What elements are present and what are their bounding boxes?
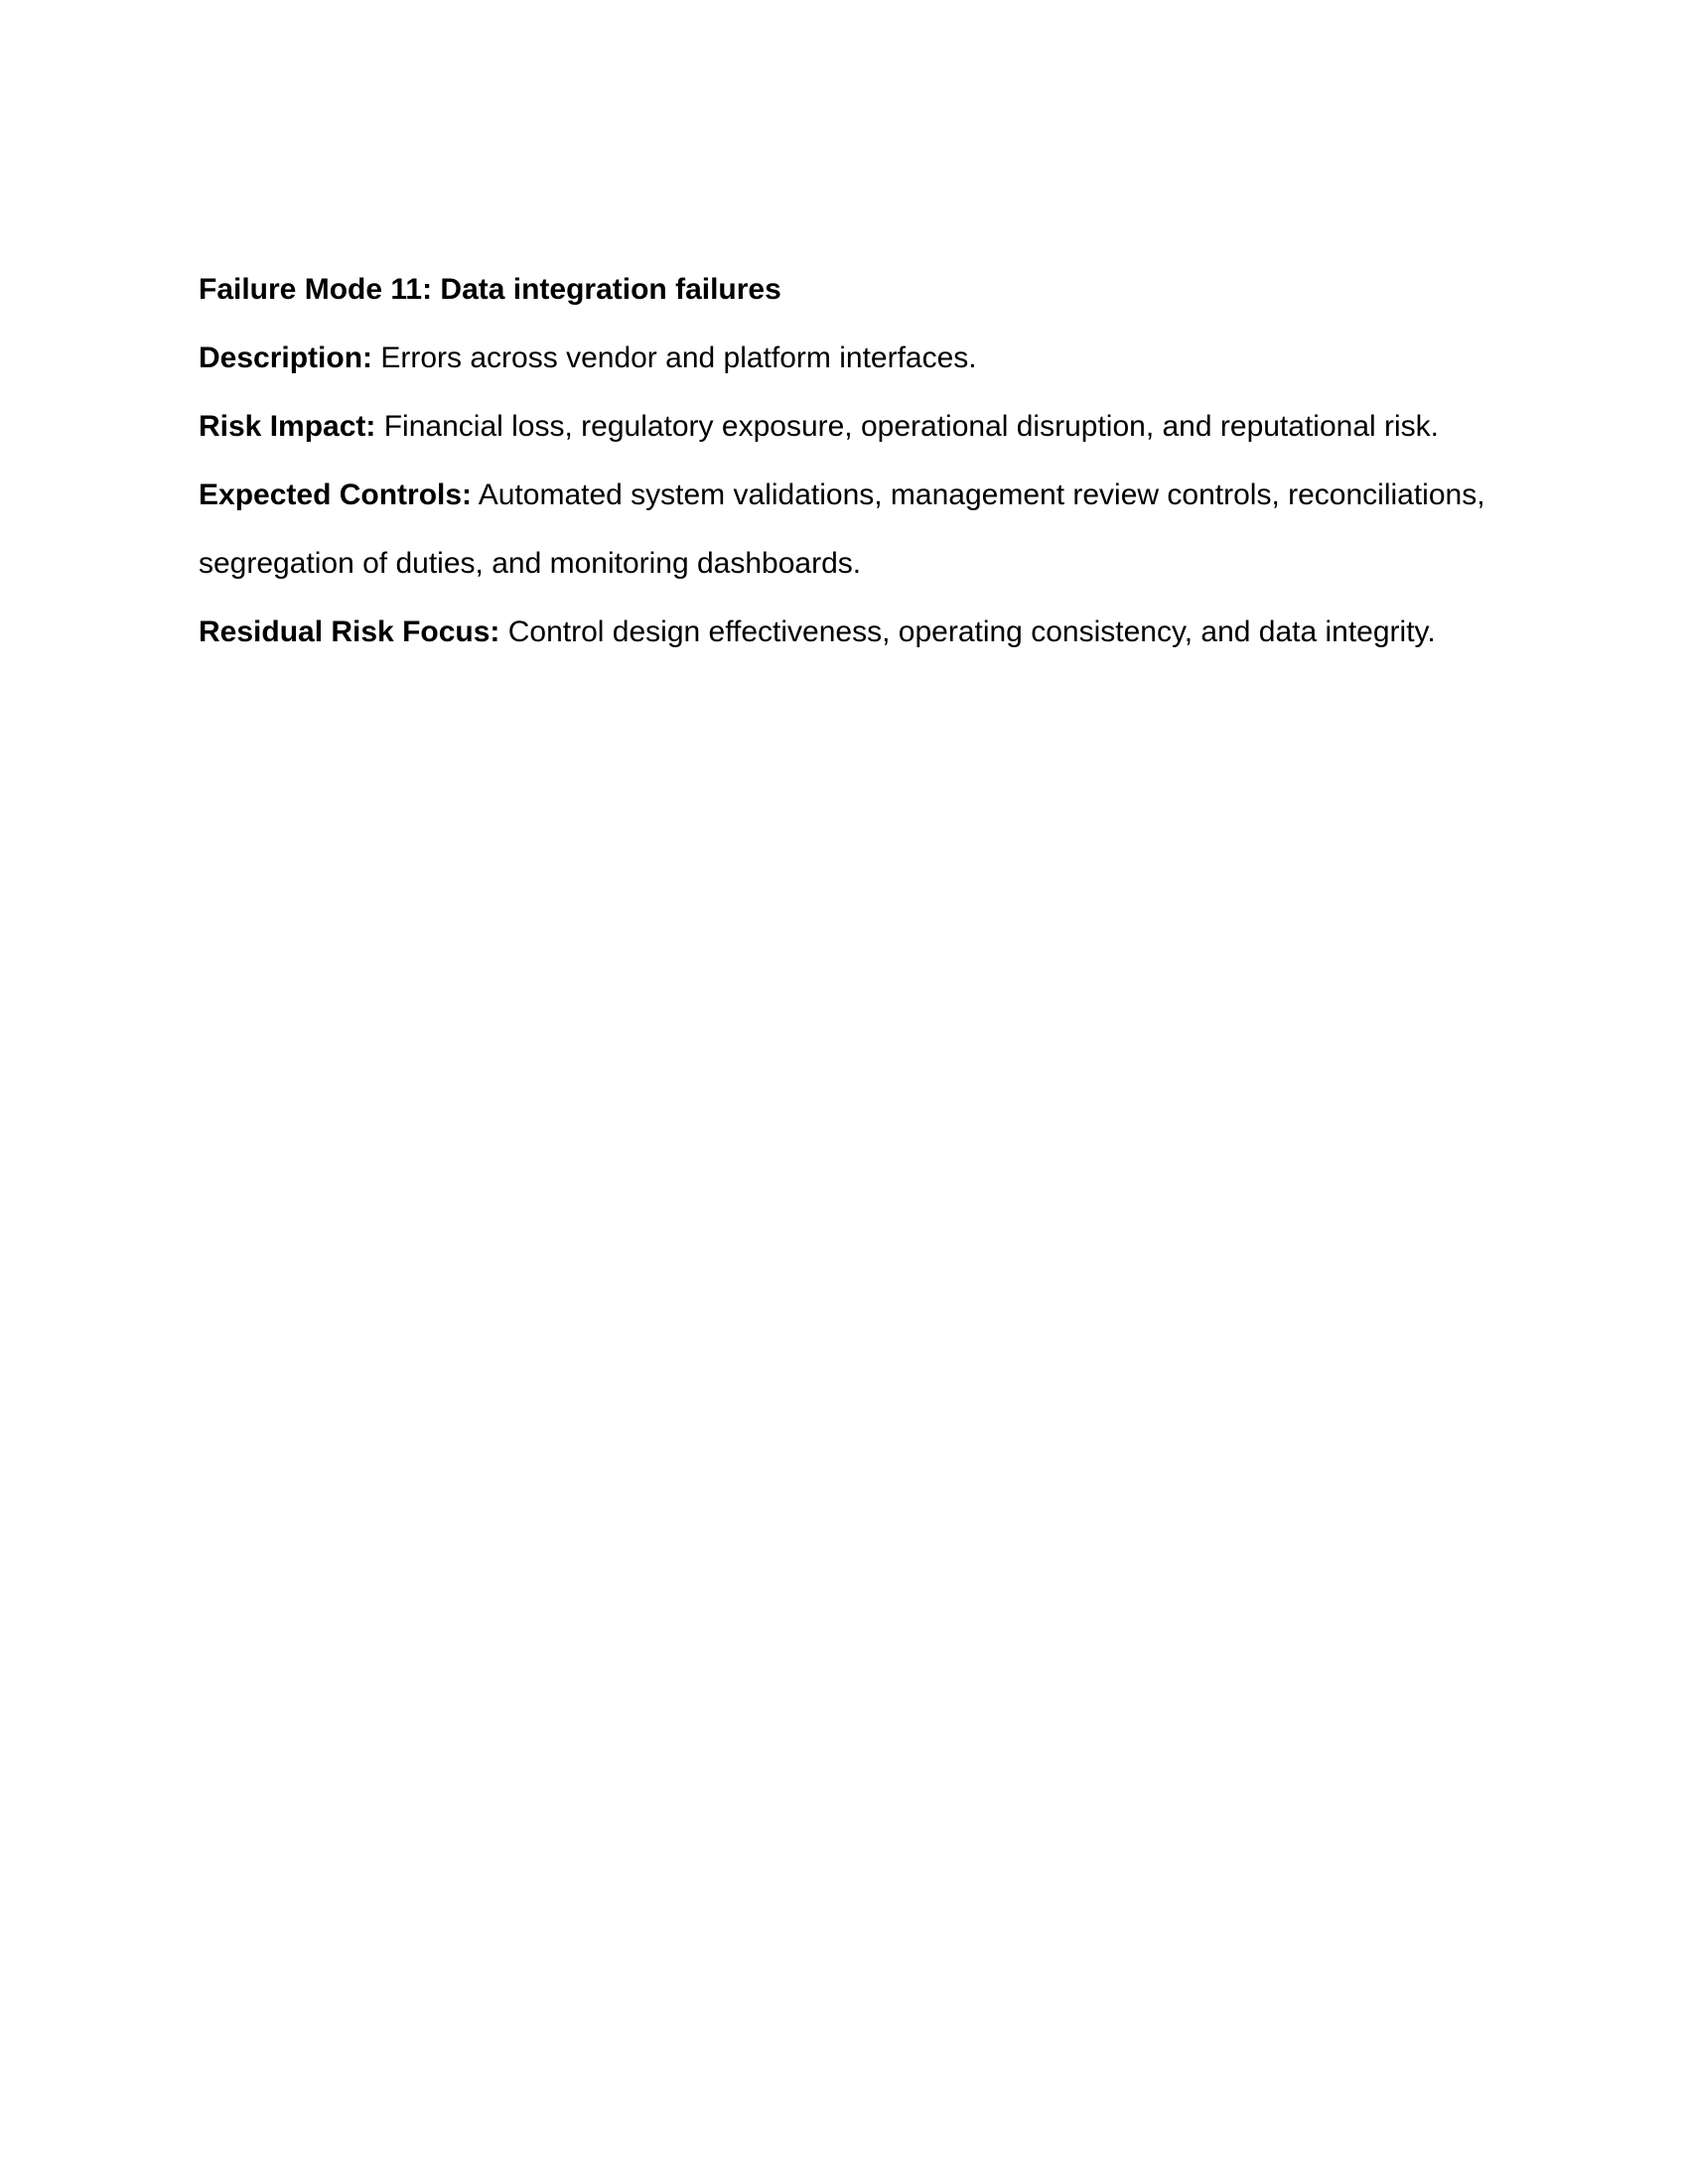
expected-controls-label: Expected Controls: (199, 478, 473, 511)
failure-mode-heading: Failure Mode 11: Data integration failures (199, 273, 781, 306)
risk-impact-paragraph (199, 403, 1489, 450)
description-paragraph (199, 335, 1489, 381)
risk-impact-label: Risk Impact: (199, 410, 376, 443)
expected-controls-paragraph (199, 472, 1489, 518)
expected-controls-text: Automated system validations, management review controls, reconciliations, (478, 478, 1485, 511)
risk-impact-text: Financial loss, regulatory exposure, operational disruption, and reputational risk. (383, 410, 1439, 443)
residual-risk-focus-label: Residual Risk Focus: (199, 615, 500, 648)
document-page (199, 266, 1489, 677)
expected-controls-continuation: segregation of duties, and monitoring dashboards. (199, 547, 862, 580)
description-text: Errors across vendor and platform interfaces. (380, 341, 977, 374)
description-label: Description: (199, 341, 373, 374)
residual-risk-focus-text: Control design effectiveness, operating consistency, and data integrity. (507, 615, 1436, 648)
residual-risk-focus-paragraph (199, 609, 1489, 655)
